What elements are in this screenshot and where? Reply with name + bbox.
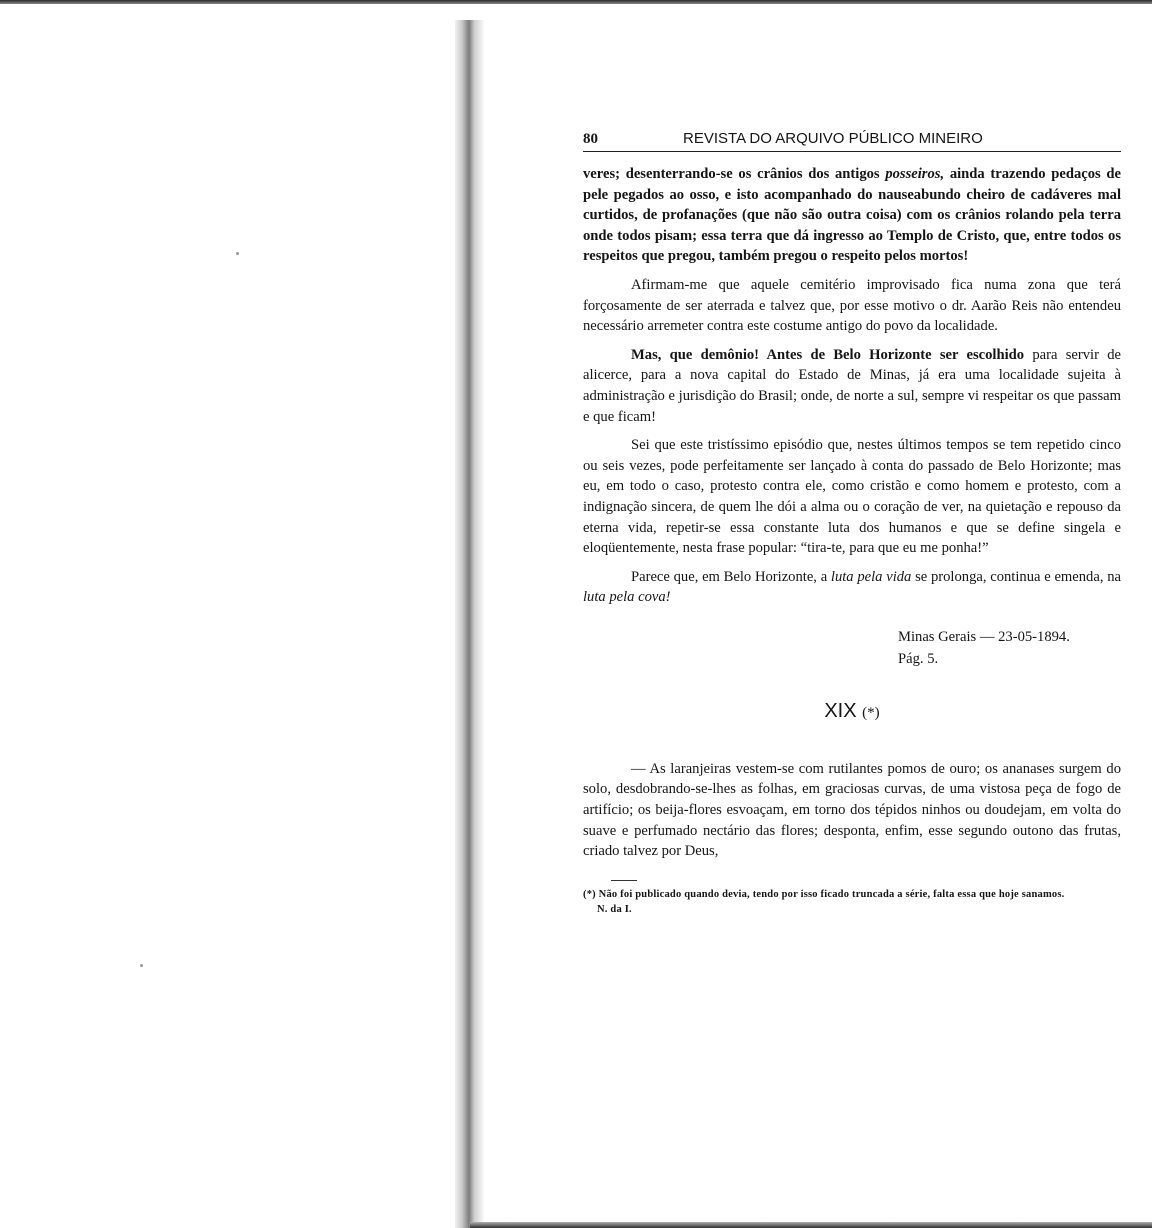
section-heading — [583, 700, 1121, 723]
book-spine — [455, 20, 475, 1228]
paragraph-5-emphasis-1: luta pela vida — [830, 568, 912, 585]
paragraph-5-c: se prolonga, continua e emenda, na — [911, 568, 1121, 585]
footnote-mark: (*) — [862, 704, 880, 721]
paragraph-5-emphasis-2: luta pela cova! — [583, 589, 671, 606]
scan-speck — [236, 252, 239, 255]
spine-shadow — [475, 20, 485, 1228]
journal-title: REVISTA DO ARQUIVO PÚBLICO MINEIRO — [683, 130, 983, 147]
paragraph-3-bold: Mas, que demônio! Antes de Belo Horizonte ser escolhido — [631, 346, 1025, 363]
paragraph-1-emphasis: posseiros, — [885, 166, 945, 182]
footnote — [583, 887, 1121, 917]
scan-speck — [140, 964, 143, 967]
paragraph-5 — [583, 567, 1121, 608]
paragraph-1-rest: ainda trazendo pedaços de pele pegados ao osso, e isto acompanhado do nauseabundo cheiro de cadáveres mal curtidos, de profanações (que não são outra coisa) com os crânios rolando pela terra onde todos pisam; essa terra que dá ingresso ao Templo de Cristo, que, entre todos os respeitos que pregou, também pregou o respeito pelos mortos! — [583, 166, 1121, 265]
paragraph-1-start: veres; desenterrando-se os crânios dos antigos — [583, 166, 886, 182]
source-line: Minas Gerais — 23-05-1894. — [898, 628, 1070, 645]
paragraph-5-a: Parece que, em Belo Horizonte, a — [631, 568, 831, 585]
scan-bottom-edge — [470, 1222, 1152, 1228]
footnote-text: (*) Não foi publicado quando devia, tendo por isso ficado truncada a série, falta essa que hoje sanamos. — [583, 888, 1065, 900]
paragraph-4: Sei que este tristíssimo episódio que, nestes últimos tempos se tem repetido cinco ou seis vezes, pode perfeitamente ser lançado à conta do passado de Belo Horizonte; mas eu, em todo o caso, protesto contra ele, como cristão e como homem e protesto, com a indignação sincera, de quem lhe dói a alma ou o coração de ver, na quietação e repouso da eterna vida, repetir-se essa constante luta dos humanos e que se define singela e eloqüentemente, nesta frase popular: “tira-te, para que eu me ponha!” — [583, 437, 1121, 557]
paragraph-3 — [583, 345, 1121, 427]
scan-top-edge — [0, 0, 1152, 4]
source-signature — [583, 626, 1121, 670]
section-body — [583, 759, 1121, 862]
source-page: Pág. 5. — [898, 650, 939, 667]
paragraph-3-rest: para servir de alicerce, para a nova capital do Estado de Minas, já era uma localidade sujeita à administração e jurisdição do Brasil; onde, de norte a sul, sempre vi respeitar os que passam e que ficam! — [583, 346, 1122, 425]
paragraph-6: — As laranjeiras vestem-se com rutilantes pomos de ouro; os ananases surgem do solo, desdobrando-se-lhes as folhas, em graciosas curvas, de uma vistosa peça de fogo de artifício; os beija-flores esvoaçam, em torno dos tépidos ninhos ou doudejam, em volta do suave e perfumado nectário das flores; desponta, enfim, esse segundo outono das frutas, criado talvez por Deus, — [583, 760, 1121, 860]
document-page — [583, 130, 1121, 917]
footnote-rule — [611, 880, 637, 881]
section-title: XIX — [824, 699, 857, 722]
paragraph-1 — [583, 164, 1121, 267]
body-text — [583, 164, 1121, 608]
paragraph-2: Afirmam-me que aquele cemitério improvisado fica numa zona que terá forçosamente de ser aterrada e talvez que, por esse motivo o dr. Aarão Reis não entendeu necessário arremeter contra este costume antigo do povo da localidade. — [583, 276, 1121, 335]
footnote-signature: N. da I. — [597, 903, 632, 915]
page-number: 80 — [583, 131, 598, 147]
running-head — [583, 130, 1121, 152]
